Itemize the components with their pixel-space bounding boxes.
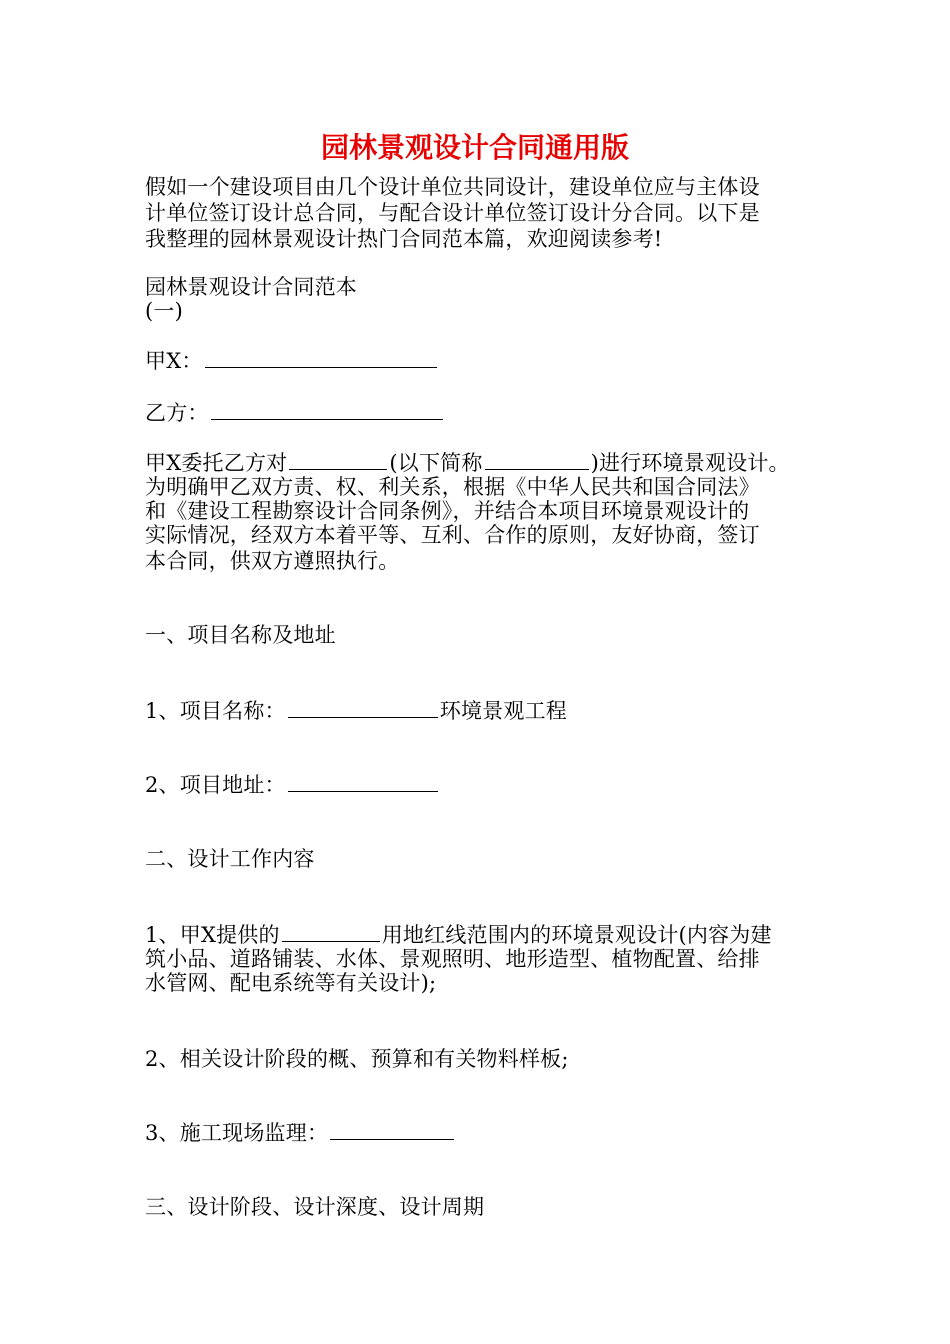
item-2-3-blank xyxy=(330,1121,454,1140)
paragraph-1-line-3: 和《建设工程勘察设计合同条例》，并结合本项目环境景观设计的 xyxy=(145,499,750,523)
item-1-1-prefix: 1、项目名称： xyxy=(145,699,286,723)
intro-line-2: 计单位签订设计总合同，与配合设计单位签订设计分合同。以下是 xyxy=(145,201,760,225)
intro-line-3: 我整理的园林景观设计热门合同范本篇，欢迎阅读参考! xyxy=(145,227,663,251)
heading-2: 二、设计工作内容 xyxy=(145,847,315,871)
item-1-2-prefix: 2、项目地址： xyxy=(145,773,286,797)
p1-suffix: )进行环境景观设计。 xyxy=(590,451,790,475)
item-2-1-suffix: 用地红线范围内的环境景观设计(内容为建 xyxy=(381,923,772,947)
party-a-blank xyxy=(205,349,437,368)
item-2-1-line-3: 水管网、配电系统等有关设计); xyxy=(145,971,437,995)
party-b-blank xyxy=(211,401,443,420)
p1-prefix: 甲X委托乙方对 xyxy=(145,451,288,475)
party-b-line xyxy=(145,400,445,426)
item-2-1-blank xyxy=(282,923,380,942)
item-2-1-prefix: 1、甲X提供的 xyxy=(145,923,280,947)
paragraph-1-line-4: 实际情况，经双方本着平等、互利、合作的原则，友好协商，签订 xyxy=(145,523,760,547)
item-2-3-prefix: 3、施工现场监理： xyxy=(145,1121,329,1145)
paragraph-1-line-2: 为明确甲乙双方责、权、利关系，根据《中华人民共和国合同法》 xyxy=(145,475,760,499)
item-2-1-line-2: 筑小品、道路铺装、水体、景观照明、地形造型、植物配置、给排 xyxy=(145,947,760,971)
item-1-1-blank xyxy=(288,699,438,718)
p1-blank-1 xyxy=(289,451,387,470)
intro-line-1: 假如一个建设项目由几个设计单位共同设计，建设单位应与主体设 xyxy=(145,175,760,199)
party-a-line xyxy=(145,348,439,374)
party-b-label: 乙方： xyxy=(145,401,209,425)
item-1-1-suffix: 环境景观工程 xyxy=(439,699,567,723)
paragraph-1-line-5: 本合同，供双方遵照执行。 xyxy=(145,549,400,573)
item-2-3 xyxy=(145,1120,456,1146)
paragraph-1-line-1 xyxy=(145,450,790,476)
heading-1: 一、项目名称及地址 xyxy=(145,623,336,647)
section-title: 园林景观设计合同范本 xyxy=(145,275,357,299)
p1-mid: (以下简称 xyxy=(389,451,483,475)
item-1-2-blank xyxy=(288,773,438,792)
party-a-label: 甲X： xyxy=(145,349,203,373)
p1-blank-2 xyxy=(485,451,589,470)
heading-3: 三、设计阶段、设计深度、设计周期 xyxy=(145,1195,485,1219)
document-title: 园林景观设计合同通用版 xyxy=(320,131,629,164)
section-number: (一) xyxy=(145,299,183,323)
item-2-1-line-1 xyxy=(145,922,772,948)
item-1-2 xyxy=(145,772,440,798)
item-1-1 xyxy=(145,698,567,724)
item-2-2: 2、相关设计阶段的概、预算和有关物料样板; xyxy=(145,1047,569,1071)
